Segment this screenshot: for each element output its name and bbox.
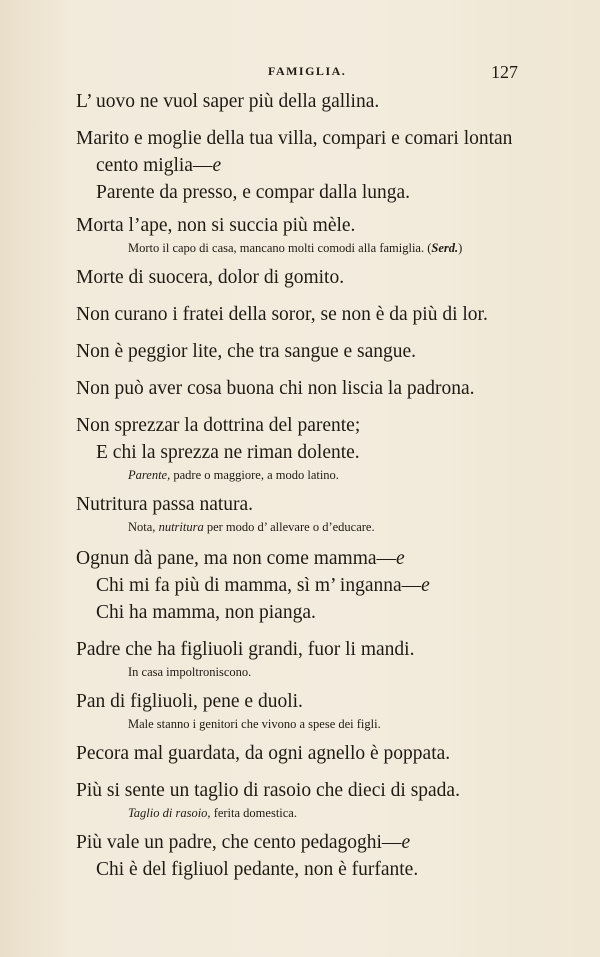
proverb-line — [76, 545, 546, 572]
proverb-line — [76, 636, 546, 663]
proverb-entry — [76, 88, 546, 115]
proverb-line — [76, 125, 546, 152]
proverb-text: Non curano i fratei della soror, se non è da più di lor. — [76, 304, 488, 325]
conjunction: e — [401, 832, 411, 853]
proverb-entry — [76, 301, 546, 328]
proverb-line — [76, 375, 546, 402]
note-text: padre o maggiore, a modo latino. — [170, 468, 339, 482]
proverb-line — [76, 599, 546, 626]
proverb-line — [76, 88, 546, 115]
conjunction: e — [421, 575, 430, 596]
proverb-text: Parente da presso, e compar dalla lunga. — [96, 182, 411, 203]
proverb-text: Padre che ha figliuoli grandi, fuor li mandi. — [76, 639, 415, 660]
proverb-entry — [76, 740, 546, 767]
proverb-text: Pan di figliuoli, pene e duoli. — [76, 691, 303, 712]
proverb-text: Marito e moglie della tua villa, compari e comari lontan — [76, 128, 513, 149]
proverb-text: Non sprezzar la dottrina del parente; — [76, 415, 361, 436]
note-text: Morto il capo di casa, mancano molti comodi alla famiglia. ( — [128, 241, 432, 255]
proverb-note — [76, 466, 546, 485]
proverb-text: Non può aver cosa buona chi non liscia la padrona. — [76, 378, 475, 399]
page-number: 127 — [491, 62, 518, 82]
conjunction: e — [396, 548, 405, 569]
proverb-text: Chi ha mamma, non pianga. — [96, 602, 316, 623]
proverb-text: E chi la sprezza ne riman dolente. — [96, 442, 360, 463]
proverb-line — [76, 152, 546, 179]
conjunction: e — [212, 155, 222, 176]
note-italic: Taglio di rasoio, — [128, 806, 211, 820]
note-italic: nutritura — [158, 520, 204, 534]
proverb-line — [76, 412, 546, 439]
proverb-text: Chi mi fa più di mamma, sì m’ inganna— — [96, 575, 422, 596]
note-italic: Parente, — [128, 468, 171, 482]
proverb-line — [76, 212, 546, 239]
proverb-entry — [76, 545, 546, 626]
proverb-line — [76, 572, 546, 599]
proverb-note — [76, 663, 546, 682]
proverb-note — [76, 239, 546, 258]
proverb-text: Non è peggior lite, che tra sangue e sangue. — [76, 341, 417, 362]
note-text: Nota, — [128, 520, 159, 534]
proverb-line — [76, 338, 546, 365]
proverb-line — [76, 179, 546, 206]
proverb-entry — [76, 829, 546, 883]
proverb-line — [76, 777, 546, 804]
proverb-entry — [76, 338, 546, 365]
proverb-text: Chi è del figliuol pedante, non è furfante. — [96, 859, 419, 880]
proverb-line — [76, 264, 546, 291]
proverb-note — [76, 518, 546, 537]
proverb-entry — [76, 264, 546, 291]
proverb-entry — [76, 125, 546, 206]
proverb-entry — [76, 412, 546, 485]
note-source: Serd. — [431, 241, 459, 255]
proverb-note — [76, 715, 546, 734]
proverb-text: Pecora mal guardata, da ogni agnello è poppata. — [76, 743, 451, 764]
proverb-line — [76, 829, 546, 856]
proverb-line — [76, 856, 546, 883]
proverb-entry — [76, 491, 546, 537]
proverb-entry — [76, 636, 546, 682]
proverb-text: L’ uovo ne vuol saper più della gallina. — [76, 91, 380, 112]
note-text: ) — [458, 241, 463, 255]
proverb-entry — [76, 375, 546, 402]
proverb-entry — [76, 777, 546, 823]
proverb-text: Morte di suocera, dolor di gomito. — [76, 267, 345, 288]
proverb-text: Morta l’ape, non si succia più mèle. — [76, 215, 356, 236]
note-text: per modo d’ allevare o d’educare. — [203, 520, 375, 534]
proverb-line — [76, 439, 546, 466]
proverb-note — [76, 804, 546, 823]
proverb-list — [76, 88, 546, 883]
page-header — [0, 62, 600, 82]
proverb-line — [76, 301, 546, 328]
proverb-line — [76, 740, 546, 767]
proverb-line — [76, 491, 546, 518]
note-text: Male stanno i genitori che vivono a spese dei figli. — [128, 717, 381, 731]
proverb-line — [76, 688, 546, 715]
running-head: FAMIGLIA. — [268, 64, 347, 78]
note-text: ferita domestica. — [210, 806, 297, 820]
proverb-text: Più vale un padre, che cento pedagoghi— — [76, 832, 402, 853]
proverb-text: Più si sente un taglio di rasoio che dieci di spada. — [76, 780, 460, 801]
proverb-text: cento miglia— — [96, 155, 213, 176]
proverb-text: Nutritura passa natura. — [76, 494, 254, 515]
note-text: In casa impoltroniscono. — [128, 665, 252, 679]
proverb-entry — [76, 688, 546, 734]
proverb-text: Ognun dà pane, ma non come mamma— — [76, 548, 397, 569]
proverb-entry — [76, 212, 546, 258]
